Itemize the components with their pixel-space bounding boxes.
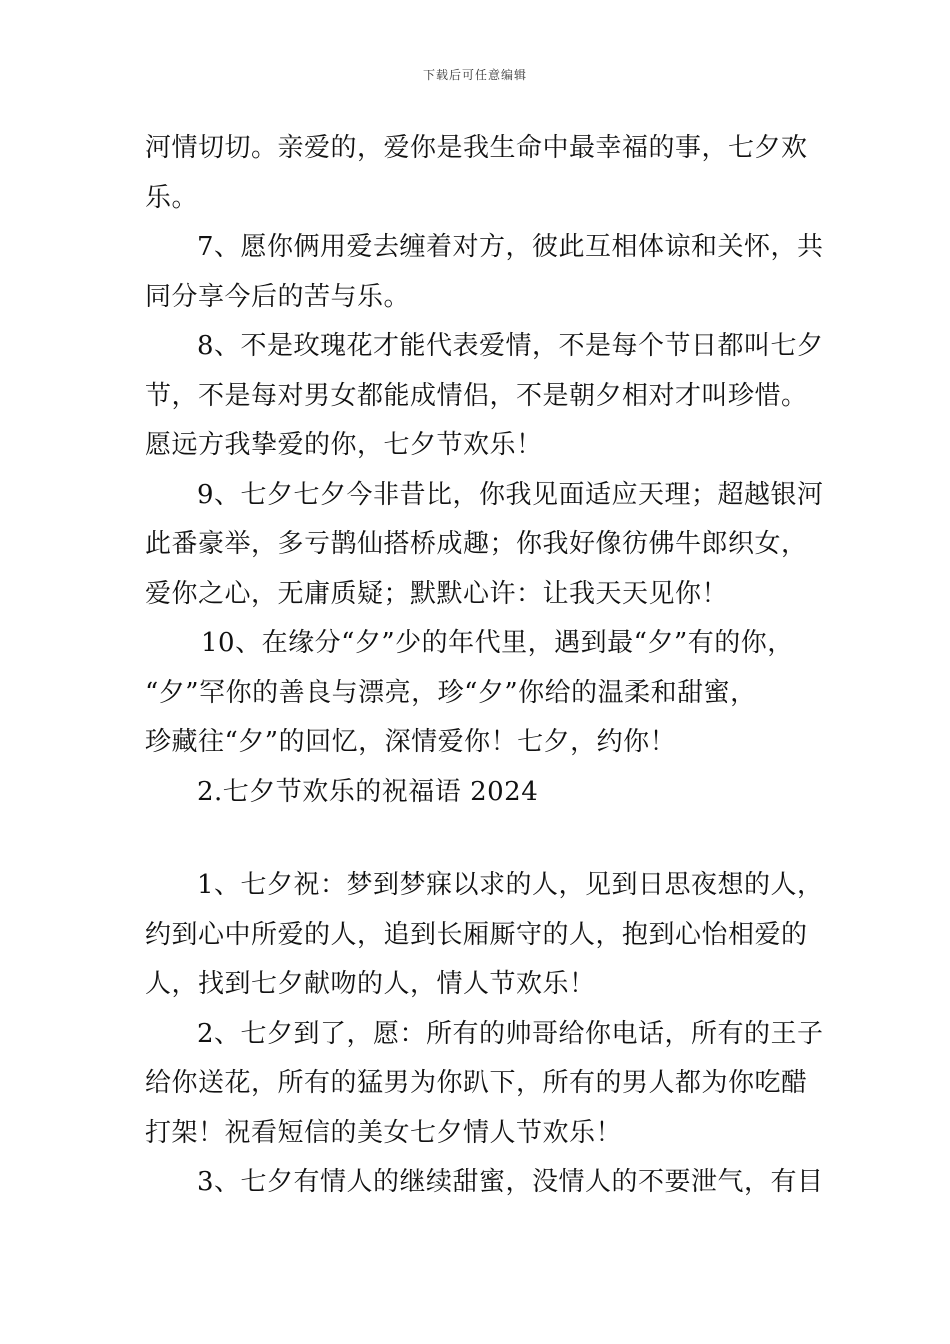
text-line: 8、不是玫瑰花才能代表爱情，不是每个节日都叫七夕 [197, 331, 824, 361]
text-line: 2、七夕到了，愿：所有的帅哥给你电话，所有的王子 [197, 1018, 824, 1049]
text-line: 同分享今后的苦与乐。 [145, 281, 411, 312]
spacer [145, 817, 835, 861]
text-line: 节，不是每对男女都能成情侣，不是朝夕相对才叫珍惜。 [145, 380, 808, 411]
text-line: 此番豪举，多亏鹊仙搭桥成趣；你我好像彷佛牛郎织女， [145, 529, 808, 559]
text-line: 打架！祝看短信的美女七夕情人节欢乐！ [145, 1117, 623, 1148]
text-line: “夕”罕你的善良与漂亮，珍“夕”你给的温柔和甜蜜， [145, 677, 757, 708]
text-line: 人，找到七夕献吻的人，情人节欢乐！ [145, 969, 596, 999]
text-line: 乐。 [145, 182, 199, 213]
section-heading: 2.七夕节欢乐的祝福语 2024 [197, 776, 539, 807]
text-line: 愿远方我挚爱的你，七夕节欢乐！ [145, 430, 543, 460]
text-line: 珍藏往“夕”的回忆，深情爱你！七夕，约你！ [145, 727, 677, 757]
text-line: 约到心中所爱的人，追到长厢厮守的人，抱到心怡相爱的 [145, 919, 808, 950]
text-line: 3、七夕有情人的继续甜蜜，没情人的不要泄气，有目 [197, 1167, 824, 1197]
text-line: 10、在缘分“夕”少的年代里，遇到最“夕”有的你， [201, 628, 794, 658]
document-body [145, 124, 835, 1208]
text-line: 爱你之心，无庸质疑；默默心许：让我天天见你！ [145, 578, 729, 609]
page-header: 下载后可任意编辑 [422, 68, 527, 82]
text-line: 给你送花，所有的猛男为你趴下，所有的男人都为你吃醋 [145, 1068, 808, 1098]
text-line: 河情切切。亲爱的，爱你是我生命中最幸福的事，七夕欢 [145, 133, 808, 163]
text-line: 9、七夕七夕今非昔比，你我见面适应天理；超越银河 [197, 479, 824, 510]
text-line: 7、愿你俩用爱去缠着对方，彼此互相体谅和关怀，共 [197, 232, 824, 262]
text-line: 1、七夕祝：梦到梦寐以求的人，见到日思夜想的人， [197, 870, 824, 900]
